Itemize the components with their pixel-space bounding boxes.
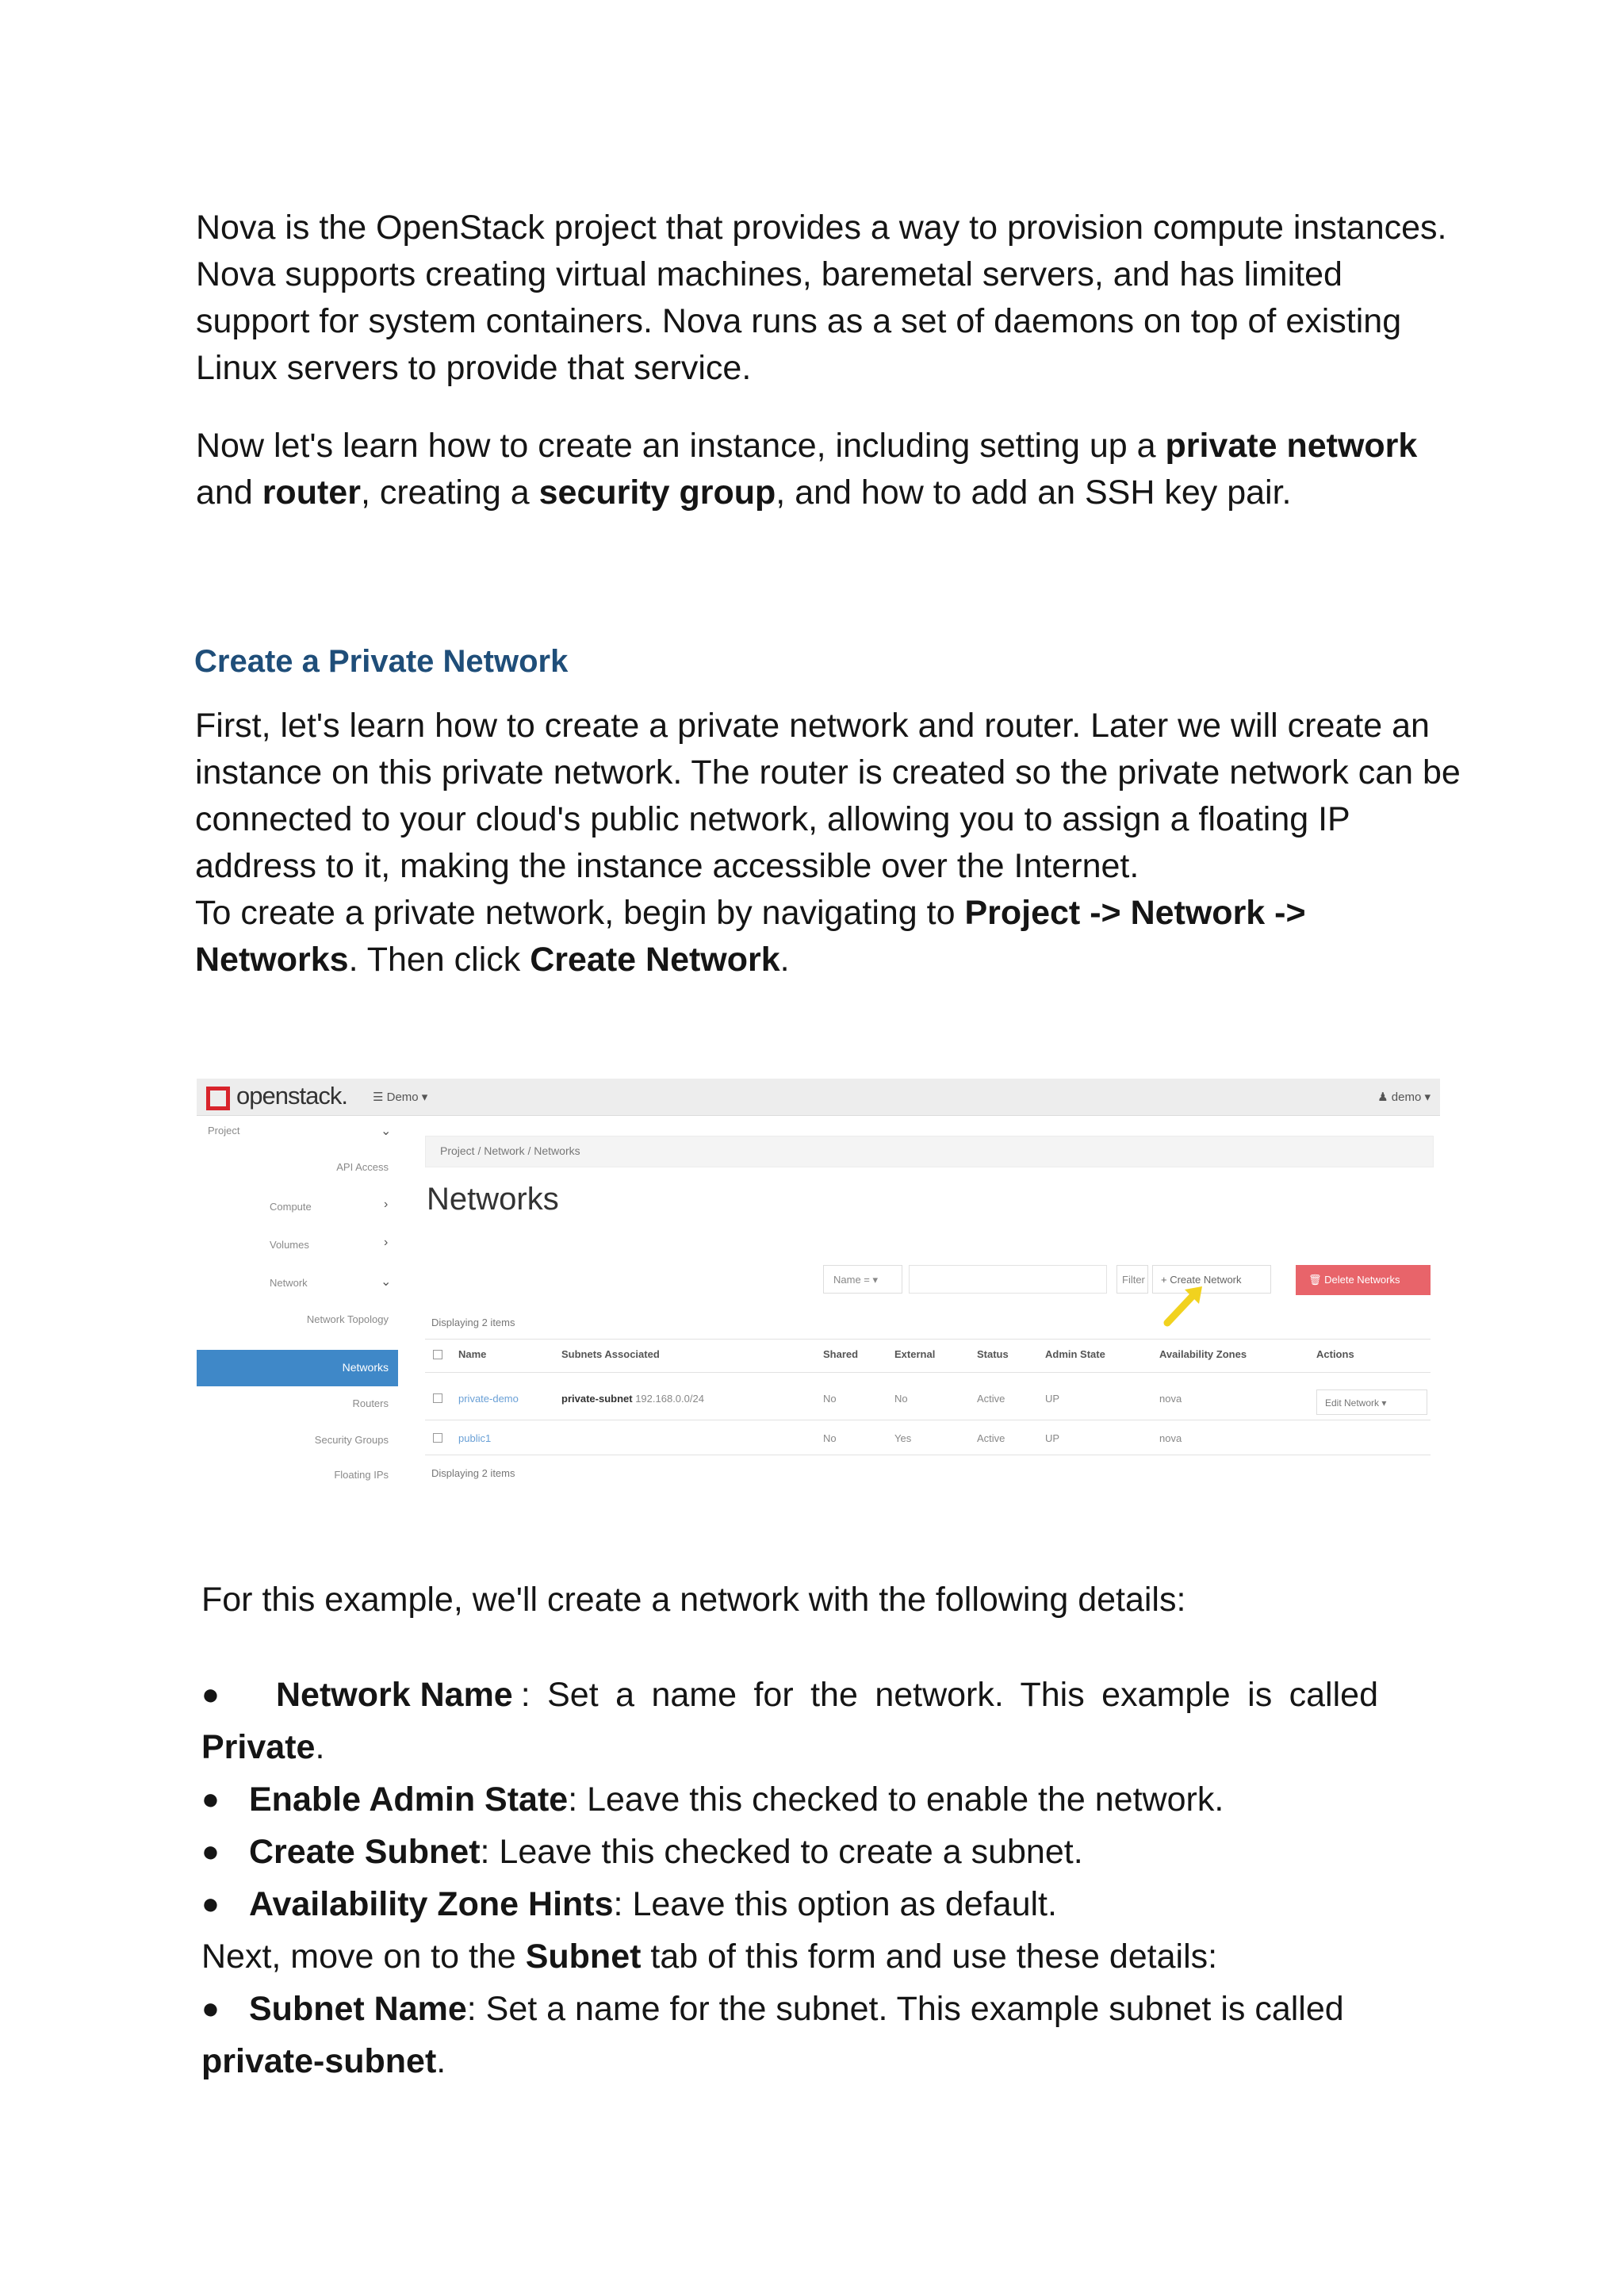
bold-subnet: Subnet	[525, 1938, 642, 1976]
column-header-status[interactable]: Status	[977, 1348, 1009, 1360]
openstack-logo-icon	[206, 1087, 230, 1110]
project-selector[interactable]: ☰ Demo ▾	[373, 1091, 428, 1104]
bold-router: router	[262, 473, 361, 512]
top-navbar	[197, 1079, 1440, 1116]
chevron-down-icon: ⌄	[381, 1125, 392, 1138]
bold-network-name: Network Name	[276, 1676, 513, 1714]
sidebar-item-api-access[interactable]: API Access	[336, 1161, 389, 1173]
filter-field-select[interactable]: Name = ▾	[823, 1265, 902, 1294]
column-header-name[interactable]: Name	[458, 1348, 487, 1360]
text-run: .	[315, 1728, 325, 1766]
text-run: Next, move on to the	[201, 1938, 526, 1976]
list-item	[201, 1669, 1462, 1721]
user-menu[interactable]: ♟ demo ▾	[1377, 1091, 1431, 1104]
bold-subnet-name: Subnet Name	[249, 1990, 467, 2028]
bold-nav-path: Project -> Network -> Networks	[195, 894, 1306, 979]
list-item-text: : Leave this option as default.	[613, 1885, 1057, 1923]
column-header-admin-state[interactable]: Admin State	[1045, 1348, 1105, 1360]
shared-cell: No	[823, 1432, 837, 1444]
list-item-line	[249, 1983, 1344, 2035]
bullet-icon: ●	[201, 1835, 220, 1869]
select-all-checkbox[interactable]	[433, 1350, 442, 1359]
filter-input[interactable]	[909, 1265, 1107, 1294]
row-checkbox[interactable]	[433, 1393, 442, 1403]
intro-paragraph: Nova is the OpenStack project that provides a way to provision compute instances. Nova supports creating virtual machines, baremetal servers, and has limited support for system containers. Nova runs as a set of daemons on top of existing Linux servers to provide that service.	[196, 209, 1447, 387]
chevron-down-icon: ⌄	[381, 1275, 392, 1289]
page-title: Networks	[427, 1182, 559, 1217]
list-item-line	[249, 1826, 1083, 1878]
admin-state-cell: UP	[1045, 1432, 1060, 1444]
list-item-line	[249, 1773, 1224, 1826]
sidebar-item-project[interactable]: Project	[208, 1125, 240, 1137]
list-item-text: : Leave this checked to create a subnet.	[480, 1833, 1083, 1871]
status-cell: Active	[977, 1432, 1005, 1444]
text-run: To create a private network, begin by navigating to	[195, 894, 965, 932]
admin-state-cell: UP	[1045, 1393, 1060, 1405]
bold-private-subnet: private-subnet	[201, 2042, 437, 2080]
openstack-networks-screenshot	[197, 1079, 1440, 1491]
column-header-shared[interactable]: Shared	[823, 1348, 859, 1360]
sidebar-item-compute[interactable]: Compute	[270, 1201, 312, 1213]
column-header-external[interactable]: External	[894, 1348, 936, 1360]
sidebar-item-networks[interactable]	[197, 1350, 398, 1386]
sidebar-item-routers[interactable]: Routers	[352, 1397, 389, 1409]
external-cell: Yes	[894, 1432, 912, 1444]
create-network-button[interactable]: + Create Network	[1152, 1265, 1271, 1294]
breadcrumb	[425, 1136, 1434, 1167]
divider	[425, 1372, 1431, 1373]
item-count-bottom: Displaying 2 items	[431, 1467, 515, 1479]
bullet-icon: ●	[201, 1992, 220, 2026]
text-run: Now let's learn how to create an instance, including setting up a	[196, 427, 1166, 465]
text-run: .	[436, 2042, 446, 2080]
bullet-icon: ●	[201, 1678, 220, 1711]
details-list	[201, 1669, 1462, 2087]
chevron-right-icon: ›	[384, 1198, 389, 1211]
list-item-text: : Leave this checked to enable the network.	[568, 1780, 1224, 1819]
sidebar-item-security-groups[interactable]: Security Groups	[314, 1434, 389, 1446]
list-item-text: : Set a name for the subnet. This example subnet is called	[466, 1990, 1344, 2028]
item-count-top: Displaying 2 items	[431, 1317, 515, 1328]
external-cell: No	[894, 1393, 908, 1405]
sidebar-item-volumes[interactable]: Volumes	[270, 1239, 309, 1251]
bold-security-group: security group	[538, 473, 776, 512]
details-intro: For this example, we'll create a network with the following details:	[201, 1581, 1186, 1619]
column-header-zones[interactable]: Availability Zones	[1159, 1348, 1247, 1360]
delete-networks-button[interactable]: 🗑 Delete Networks	[1296, 1265, 1431, 1295]
list-item	[201, 1773, 1462, 1826]
breadcrumb-text[interactable]: Project / Network / Networks	[440, 1144, 580, 1157]
subnet-cell	[561, 1393, 704, 1405]
bullet-icon: ●	[201, 1888, 220, 1921]
filter-button[interactable]: Filter	[1116, 1265, 1148, 1294]
column-header-subnets: Subnets Associated	[561, 1348, 660, 1360]
subnet-cidr: 192.168.0.0/24	[635, 1393, 704, 1405]
list-item-line	[249, 1878, 1057, 1930]
sidebar-item-floating-ips[interactable]: Floating IPs	[334, 1469, 389, 1481]
section-paragraph	[195, 703, 1464, 983]
list-item	[201, 1983, 1462, 2035]
zone-cell: nova	[1159, 1393, 1182, 1405]
list-item-text: : Set a name for the network. This example is called	[520, 1676, 1378, 1714]
edit-network-button[interactable]: Edit Network ▾	[1316, 1389, 1427, 1415]
list-item-continuation	[201, 2035, 1462, 2087]
list-item-continuation	[201, 1721, 1462, 1773]
text-run: and	[196, 473, 262, 512]
sidebar-item-network-topology[interactable]: Network Topology	[306, 1313, 389, 1325]
text-run: . Then click	[348, 941, 530, 979]
text-run: , creating a	[360, 473, 539, 512]
text-run: .	[779, 941, 790, 979]
list-item	[201, 1878, 1462, 1930]
list-item-line	[276, 1669, 1378, 1721]
section-heading: Create a Private Network	[194, 644, 569, 679]
bold-private: Private	[201, 1728, 316, 1766]
bold-availability-zone-hints: Availability Zone Hints	[249, 1885, 614, 1923]
zone-cell: nova	[1159, 1432, 1182, 1444]
divider	[425, 1339, 1431, 1340]
status-cell: Active	[977, 1393, 1005, 1405]
list-item	[201, 1826, 1462, 1878]
openstack-logo-text: openstack.	[236, 1082, 347, 1110]
subnet-name-link[interactable]: private-subnet	[561, 1393, 633, 1405]
intro-paragraph-2	[196, 423, 1449, 516]
column-header-actions: Actions	[1316, 1348, 1354, 1360]
section-paragraph-body: First, let's learn how to create a private network and router. Later we will create an instance on this private network. The router is created so the private network can be connected to your cloud's public network, allowing you to assign a floating IP address to it, making the instance accessible over the Internet.	[195, 707, 1461, 885]
bold-private-network: private network	[1165, 427, 1418, 465]
chevron-right-icon: ›	[384, 1236, 389, 1249]
network-name-link[interactable]: public1	[458, 1432, 492, 1444]
sidebar-item-label: Networks	[342, 1361, 389, 1374]
sidebar-item-network[interactable]: Network	[270, 1277, 308, 1289]
network-name-link[interactable]: private-demo	[458, 1393, 519, 1405]
sidebar	[197, 1115, 398, 1491]
subnet-tab-instructions	[201, 1930, 1462, 1983]
yellow-arrow-icon	[1161, 1282, 1208, 1329]
navigation-instructions	[195, 890, 1464, 983]
bold-create-network: Create Network	[530, 941, 780, 979]
row-checkbox[interactable]	[433, 1433, 442, 1443]
shared-cell: No	[823, 1393, 837, 1405]
bold-enable-admin-state: Enable Admin State	[249, 1780, 569, 1819]
bullet-icon: ●	[201, 1783, 220, 1816]
bold-create-subnet: Create Subnet	[249, 1833, 481, 1871]
text-run: , and how to add an SSH key pair.	[776, 473, 1292, 512]
text-run: tab of this form and use these details:	[641, 1938, 1218, 1976]
